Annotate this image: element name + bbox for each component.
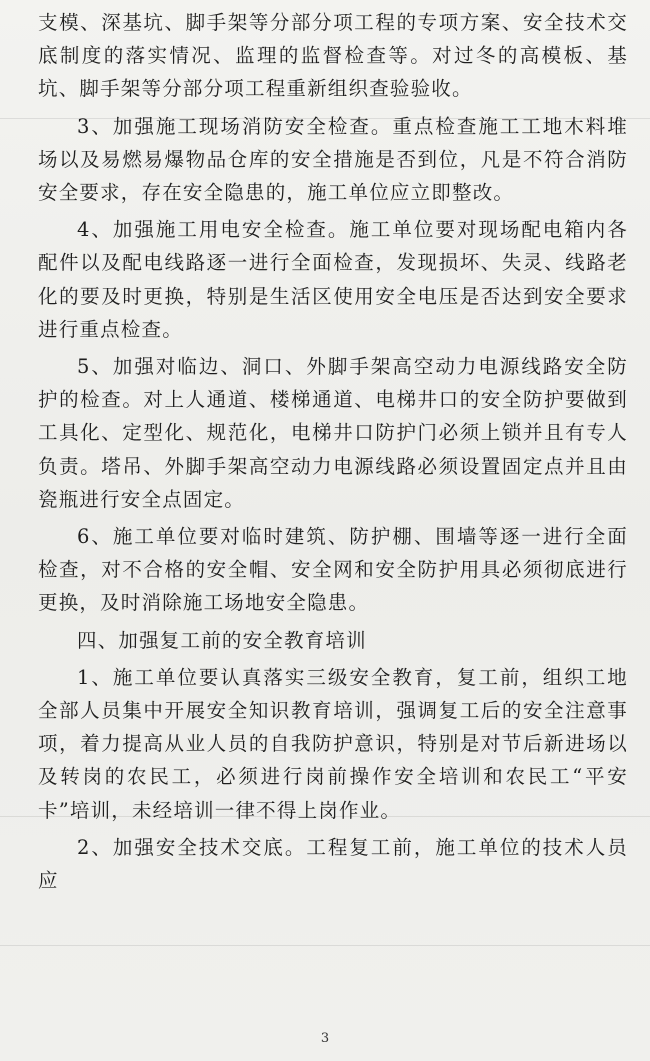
section-heading: 四、加强复工前的安全教育培训	[77, 628, 367, 652]
page-number: 3	[320, 1031, 330, 1046]
paragraph-electrical-safety-check: 4、加强施工用电安全检查。施工单位要对现场配电箱内各配件以及配电线路逐一进行全面检查，发现损坏、失灵、线路老化的要及时更换，特别是生活区使用安全电压是否达到安全要求进行重点检查。	[38, 218, 628, 341]
paragraph-temporary-buildings-check: 6、施工单位要对临时建筑、防护棚、围墙等逐一进行全面检查，对不合格的安全帽、安全网和安全防护用具必须彻底进行更换，及时消除施工场地安全隐患。	[38, 525, 628, 615]
paragraph-continued: 支模、深基坑、脚手架等分部分项工程的专项方案、安全技术交底制度的落实情况、监理的监督检查等。对过冬的高模板、基坑、脚手架等分部分项工程重新组织查验验收。	[38, 11, 628, 101]
paragraph-edge-opening-protection: 5、加强对临边、洞口、外脚手架高空动力电源线路安全防护的检查。对上人通道、楼梯通道、电梯井口的安全防护要做到工具化、定型化、规范化，电梯井口防护门必须上锁并且有专人负责。塔吊、外脚手架高空动力电源线路必须设置固定点并且由瓷瓶进行安全点固定。	[38, 355, 628, 511]
paragraph-fire-safety-check: 3、加强施工现场消防安全检查。重点检查施工工地木料堆场以及易燃易爆物品仓库的安全措施是否到位，凡是不符合消防安全要求，存在安全隐患的，施工单位应立即整改。	[38, 114, 628, 205]
paragraph-technical-briefing: 2、加强安全技术交底。工程复工前，施工单位的技术人员应	[38, 835, 628, 893]
document-body	[38, 6, 628, 897]
paragraph-safety-education: 1、施工单位要认真落实三级安全教育，复工前，组织工地全部人员集中开展安全知识教育培训，强调复工后的安全注意事项，着力提高从业人员的自我防护意识，特别是对节后新进场以及转岗的农民工，必须进行岗前操作安全培训和农民工“平安卡”培训，未经培训一律不得上岗作业。	[38, 665, 628, 822]
bleed-through-line	[0, 945, 650, 946]
